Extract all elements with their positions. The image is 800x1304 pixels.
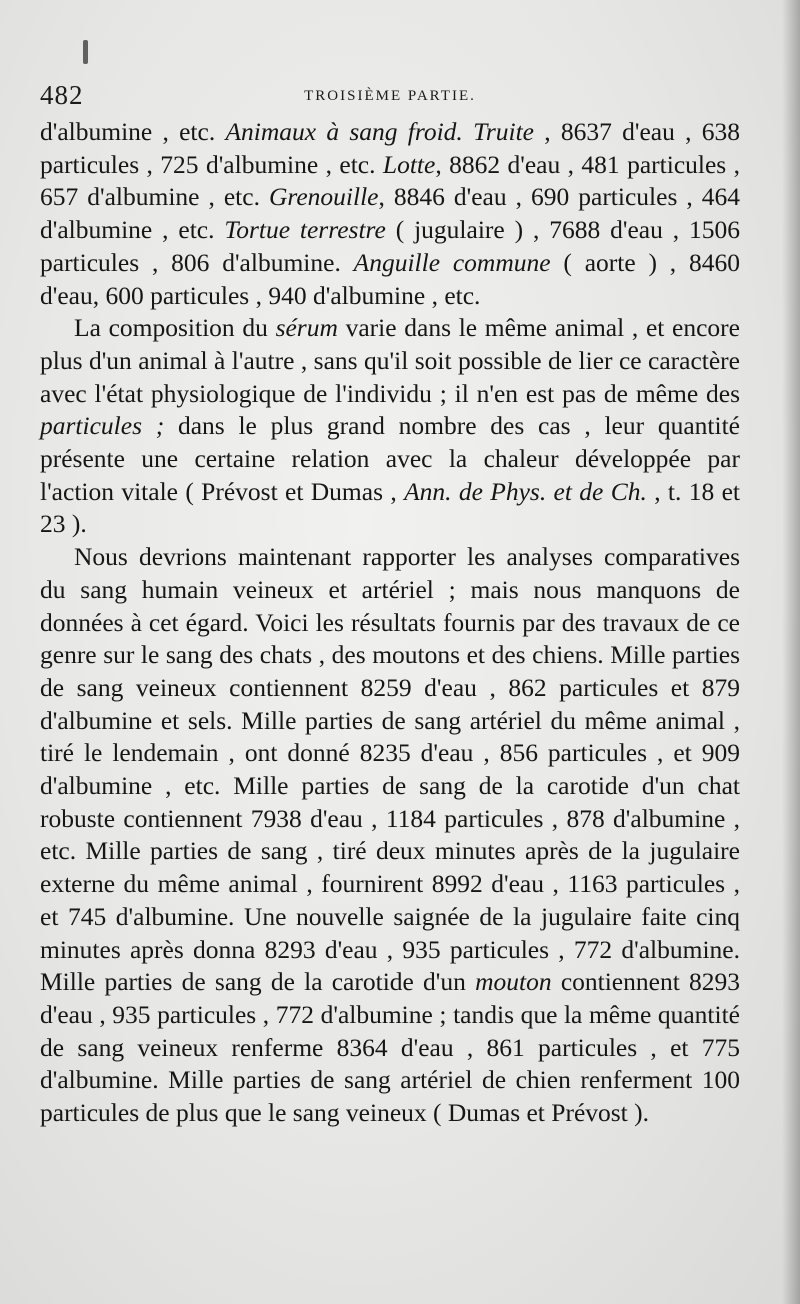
text-run: , t. 18 et 23 ). <box>40 476 740 539</box>
text-run: ( jugulaire ) , 7688 d'eau , 1506 particules , 806 d'albumine. <box>40 215 740 277</box>
text-run: , 8846 d'eau , 690 particules , 464 d'albumine , etc. <box>40 182 740 245</box>
text-run: , 8862 d'eau , 481 particules , 657 d'albumine , etc. <box>40 149 740 212</box>
text-run: contiennent 8293 d'eau , 935 particules , 772 d'albumine ; tandis que la même quantité de sang veineux renferme 8364 d'eau , 861 particules , et 775 d'albumine. Mille parties de sang artériel de chien renferment 100 particules de plus que le sang veineux ( Dumas et Prévost ). <box>40 967 740 1128</box>
page-number: 482 <box>40 80 84 110</box>
italic-run: Tortue terrestre <box>224 215 386 245</box>
text-run: d'albumine , etc. <box>40 117 226 146</box>
italic-run: particules ; <box>40 411 165 441</box>
italic-run: Grenouille <box>268 182 379 212</box>
italic-run: Lotte <box>382 149 436 179</box>
ink-mark <box>83 40 88 64</box>
page-edge-shadow <box>782 0 800 1304</box>
paragraph-1 <box>40 116 740 312</box>
italic-run: Anguille commune <box>353 247 551 277</box>
italic-run: mouton <box>475 967 552 997</box>
italic-run: Ann. de Phys. et de Ch. <box>404 476 647 506</box>
text-run: La composition du <box>74 313 276 343</box>
page-header <box>40 80 740 110</box>
italic-run: sérum <box>275 313 338 343</box>
body-text <box>40 116 740 1130</box>
text-run: dans le plus grand nombre des cas , leur quantité présente une certaine relation avec la chaleur développée par l'action vitale ( Prévost et Dumas , <box>40 411 740 506</box>
paragraph-2 <box>40 312 740 541</box>
italic-run: Animaux à sang froid. Truite <box>225 117 534 146</box>
text-run: ( aorte ) , 8460 d'eau, 600 particules , 940 d'albumine , etc. <box>40 247 740 310</box>
text-run: Nous devrions maintenant rapporter les analyses comparatives du sang humain veineux et artériel ; mais nous manquons de données à cet égard. Voici les résultats fournis par des travaux de ce genre sur le sang des chats , des moutons et des chiens. Mille parties de sang veineux contiennent 8259 d'eau , 862 particules et 879 d'albumine et sels. Mille parties de sang artériel du même animal , tiré le lendemain , ont donné 8235 d'eau , 856 particules , et 909 d'albumine , etc. Mille parties de sang de la carotide d'un chat robuste contiennent 7938 d'eau , 1184 particules , 878 d'albumine , etc. Mille parties de sang , tiré deux minutes après de la jugulaire externe du même animal , fournirent 8992 d'eau , 1163 particules , et 745 d'albumine. Une nouvelle saignée de la jugulaire faite cinq minutes après donna 8293 d'eau , 935 particules , 772 d'albumine. Mille parties de sang de la carotide d'un <box>40 542 740 997</box>
text-run: varie dans le même animal , et encore plus d'un animal à l'autre , sans qu'il soit possible de lier ce caractère avec l'état physiologique de l'individu ; il n'en est pas de même des <box>40 313 740 408</box>
text-run: , 8637 d'eau , 638 particules , 725 d'albumine , etc. <box>40 117 740 179</box>
running-title: TROISIÈME PARTIE. <box>304 88 476 104</box>
paragraph-3 <box>40 541 740 1130</box>
